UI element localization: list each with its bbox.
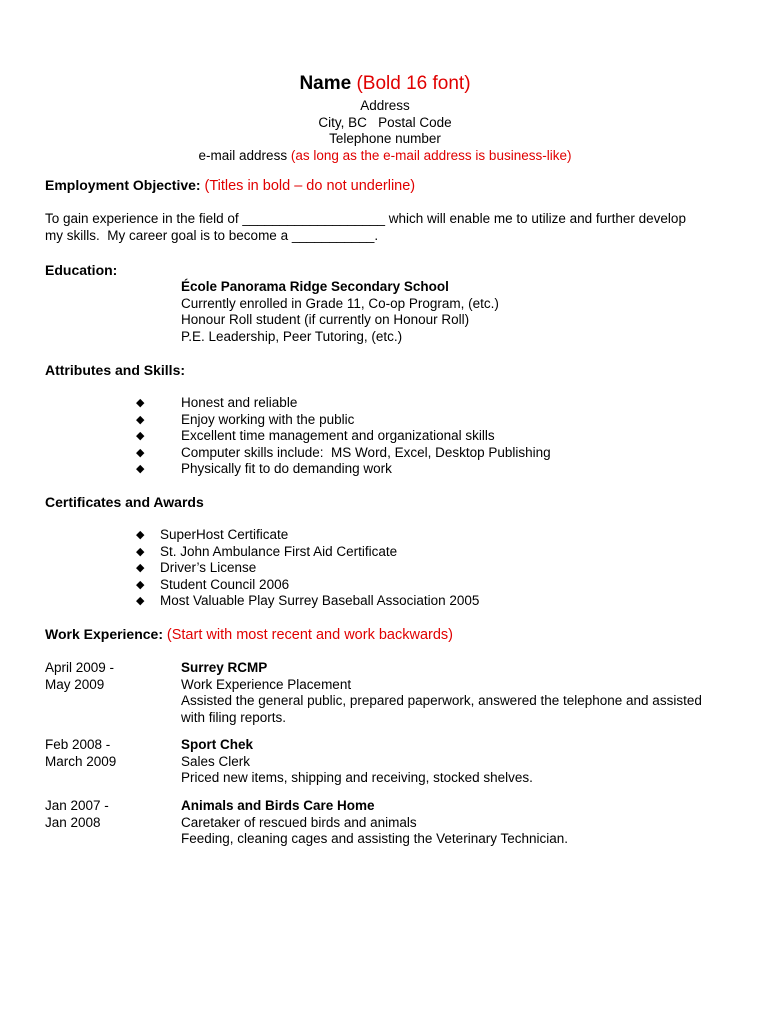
employer-name: Animals and Birds Care Home xyxy=(181,798,375,813)
work-heading xyxy=(45,626,453,644)
job-details xyxy=(181,737,726,787)
name-line xyxy=(0,72,770,96)
objective-line-2: my skills. My career goal is to become a ___________. xyxy=(45,227,379,243)
skill-text: Excellent time management and organizational skills xyxy=(181,428,495,443)
certificate-text: Student Council 2006 xyxy=(160,576,290,592)
date-to: March 2009 xyxy=(45,753,117,769)
employer-name: Sport Chek xyxy=(181,737,254,752)
objective-title: Employment Objective: xyxy=(45,177,201,193)
date-from: Feb 2008 - xyxy=(45,737,111,752)
date-from: April 2009 - xyxy=(45,660,115,675)
diamond-bullet-icon: ◆ xyxy=(136,595,145,607)
job-description: Priced new items, shipping and receiving, stocked shelves. xyxy=(181,770,533,785)
diamond-bullet-icon: ◆ xyxy=(136,413,145,426)
skills-heading: Attributes and Skills: xyxy=(45,362,186,378)
education-details xyxy=(181,279,499,345)
job-dates xyxy=(45,660,175,693)
email-label: e-mail address xyxy=(198,147,288,163)
job-role: Sales Clerk xyxy=(181,753,251,769)
date-to: May 2009 xyxy=(45,676,105,692)
education-line: P.E. Leadership, Peer Tutoring, (etc.) xyxy=(181,328,403,344)
certificates-heading: Certificates and Awards xyxy=(45,494,204,510)
job-details xyxy=(181,798,726,848)
name-note: (Bold 16 font) xyxy=(356,73,471,94)
job-role: Caretaker of rescued birds and animals xyxy=(181,814,417,830)
job-description: with filing reports. xyxy=(181,709,287,725)
education-heading: Education: xyxy=(45,262,118,278)
email-line xyxy=(0,148,770,165)
diamond-bullet-icon: ◆ xyxy=(136,446,145,459)
date-to: Jan 2008 xyxy=(45,814,101,830)
city-line: City, BC Postal Code xyxy=(318,114,452,130)
certificate-text: St. John Ambulance First Aid Certificate xyxy=(160,543,398,559)
certificate-text: Driver’s License xyxy=(160,560,257,575)
work-note: (Start with most recent and work backwards) xyxy=(166,627,453,643)
employer-name: Surrey RCMP xyxy=(181,660,268,675)
job-description: Feeding, cleaning cages and assisting the Veterinary Technician. xyxy=(181,831,568,846)
applicant-name: Name xyxy=(299,73,352,94)
certificate-text: SuperHost Certificate xyxy=(160,527,289,542)
job-description: Assisted the general public, prepared paperwork, answered the telephone and assisted xyxy=(181,693,702,708)
skill-text: Computer skills include: MS Word, Excel, Desktop Publishing xyxy=(181,444,551,460)
job-dates xyxy=(45,737,175,770)
skill-text: Enjoy working with the public xyxy=(181,411,355,427)
objective-line-1: To gain experience in the field of ___________________ which will enable me to utilize and further develop xyxy=(45,211,686,226)
objective-heading xyxy=(45,177,415,195)
education-line: Honour Roll student (if currently on Honour Roll) xyxy=(181,312,470,327)
job-details xyxy=(181,660,726,726)
objective-paragraph xyxy=(45,211,725,244)
skill-text: Physically fit to do demanding work xyxy=(181,461,392,476)
date-from: Jan 2007 - xyxy=(45,798,109,813)
diamond-bullet-icon: ◆ xyxy=(136,397,145,409)
diamond-bullet-icon: ◆ xyxy=(136,545,145,558)
skill-text: Honest and reliable xyxy=(181,395,298,410)
certificate-text: Most Valuable Play Surrey Baseball Association 2005 xyxy=(160,593,480,608)
school-name: École Panorama Ridge Secondary School xyxy=(181,279,449,294)
diamond-bullet-icon: ◆ xyxy=(136,562,145,574)
work-title: Work Experience: xyxy=(45,626,164,642)
resume-header xyxy=(0,72,770,164)
education-line: Currently enrolled in Grade 11, Co-op Program, (etc.) xyxy=(181,295,499,311)
diamond-bullet-icon: ◆ xyxy=(136,430,145,442)
job-dates xyxy=(45,798,175,831)
diamond-bullet-icon: ◆ xyxy=(136,529,145,541)
diamond-bullet-icon: ◆ xyxy=(136,463,145,475)
phone-line: Telephone number xyxy=(329,131,441,146)
email-note: (as long as the e-mail address is business-like) xyxy=(290,147,572,163)
objective-note: (Titles in bold – do not underline) xyxy=(204,178,416,194)
job-role: Work Experience Placement xyxy=(181,676,352,692)
diamond-bullet-icon: ◆ xyxy=(136,578,145,591)
address-line: Address xyxy=(360,98,410,113)
